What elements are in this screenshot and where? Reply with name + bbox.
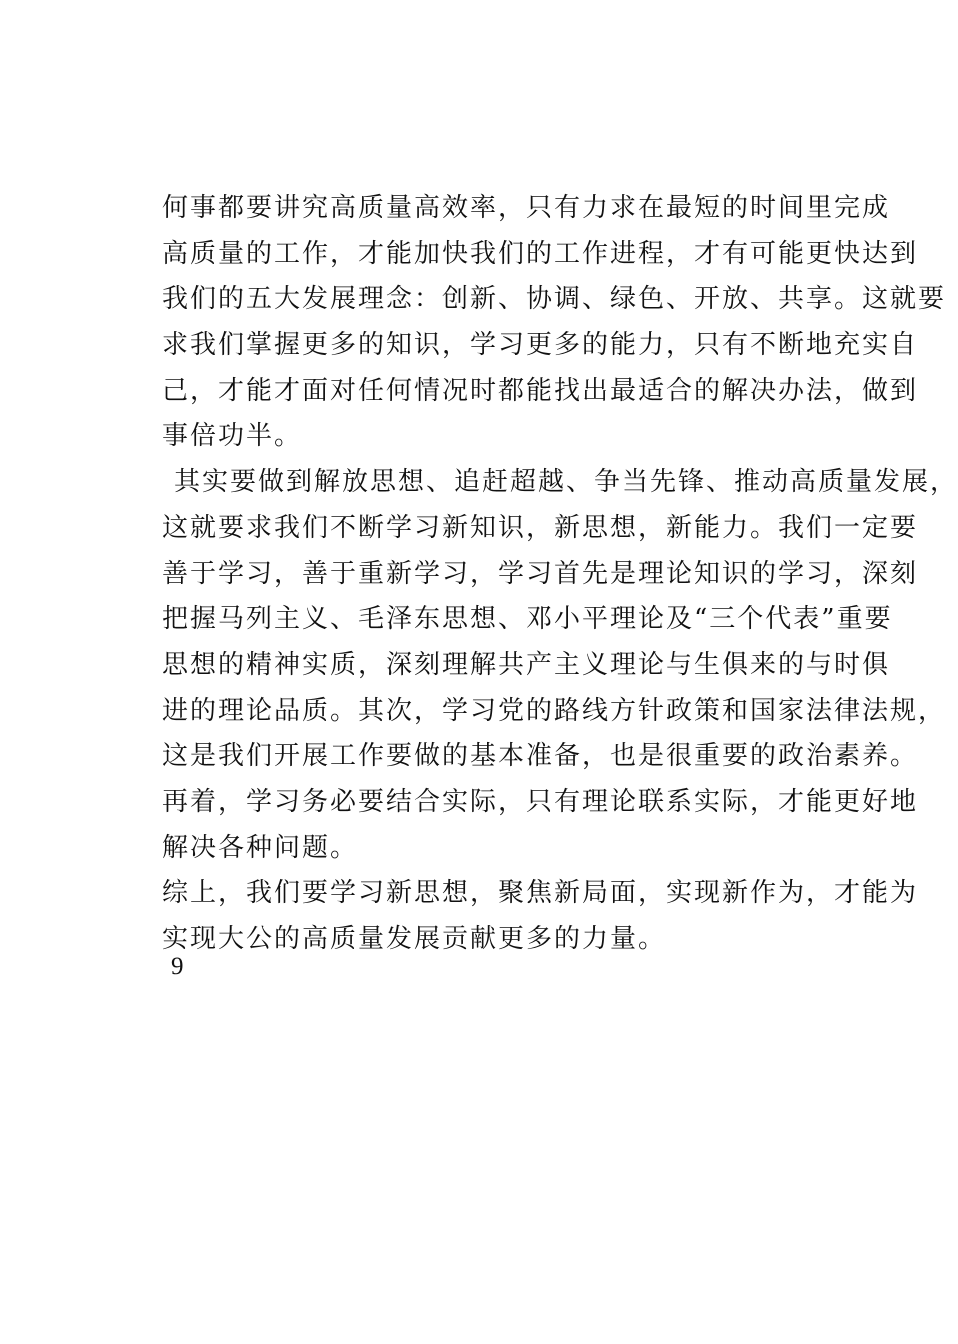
text-line: 我们的五大发展理念：创新、协调、绿色、开放、共享。这就要 [162,284,947,315]
text-line: 实现大公的高质量发展贡献更多的力量。 [162,924,667,954]
text-line: 综上，我们要学习新思想，聚焦新局面，实现新作为，才能为 [162,878,919,909]
text-line: 高质量的工作，才能加快我们的工作进程，才有可能更快达到 [162,238,919,269]
text-line: 再着，学习务必要结合实际，只有理论联系实际，才能更好地 [162,786,919,817]
text-line: 己，才能才面对任何情况时都能找出最适合的解决办法，做到 [162,375,919,406]
text-line: 进的理论品质。其次，学习党的路线方针政策和国家法律法规， [162,695,947,726]
text-line: 解决各种问题。 [162,832,359,863]
text-line: 其实要做到解放思想、追赶超越、争当先锋、推动高质量发展， [174,467,958,498]
text-line: 这是我们开展工作要做的基本准备，也是很重要的政治素养。 [162,741,919,772]
text-line: 何事都要讲究高质量高效率，只有力求在最短的时间里完成 [162,193,891,223]
text-line: 求我们掌握更多的知识，学习更多的能力，只有不断地充实自 [162,330,919,361]
body-text [162,186,958,963]
text-line: 善于学习，善于重新学习，学习首先是理论知识的学习，深刻 [162,558,919,589]
text-line: 把握马列主义、毛泽东思想、邓小平理论及“三个代表”重要 [162,604,893,635]
text-line: 思想的精神实质，深刻理解共产主义理论与生俱来的与时俱 [162,649,891,680]
page-number: 9 [171,953,184,980]
text-line: 事倍功半。 [162,421,303,452]
text-line: 这就要求我们不断学习新知识，新思想，新能力。我们一定要 [162,512,919,543]
